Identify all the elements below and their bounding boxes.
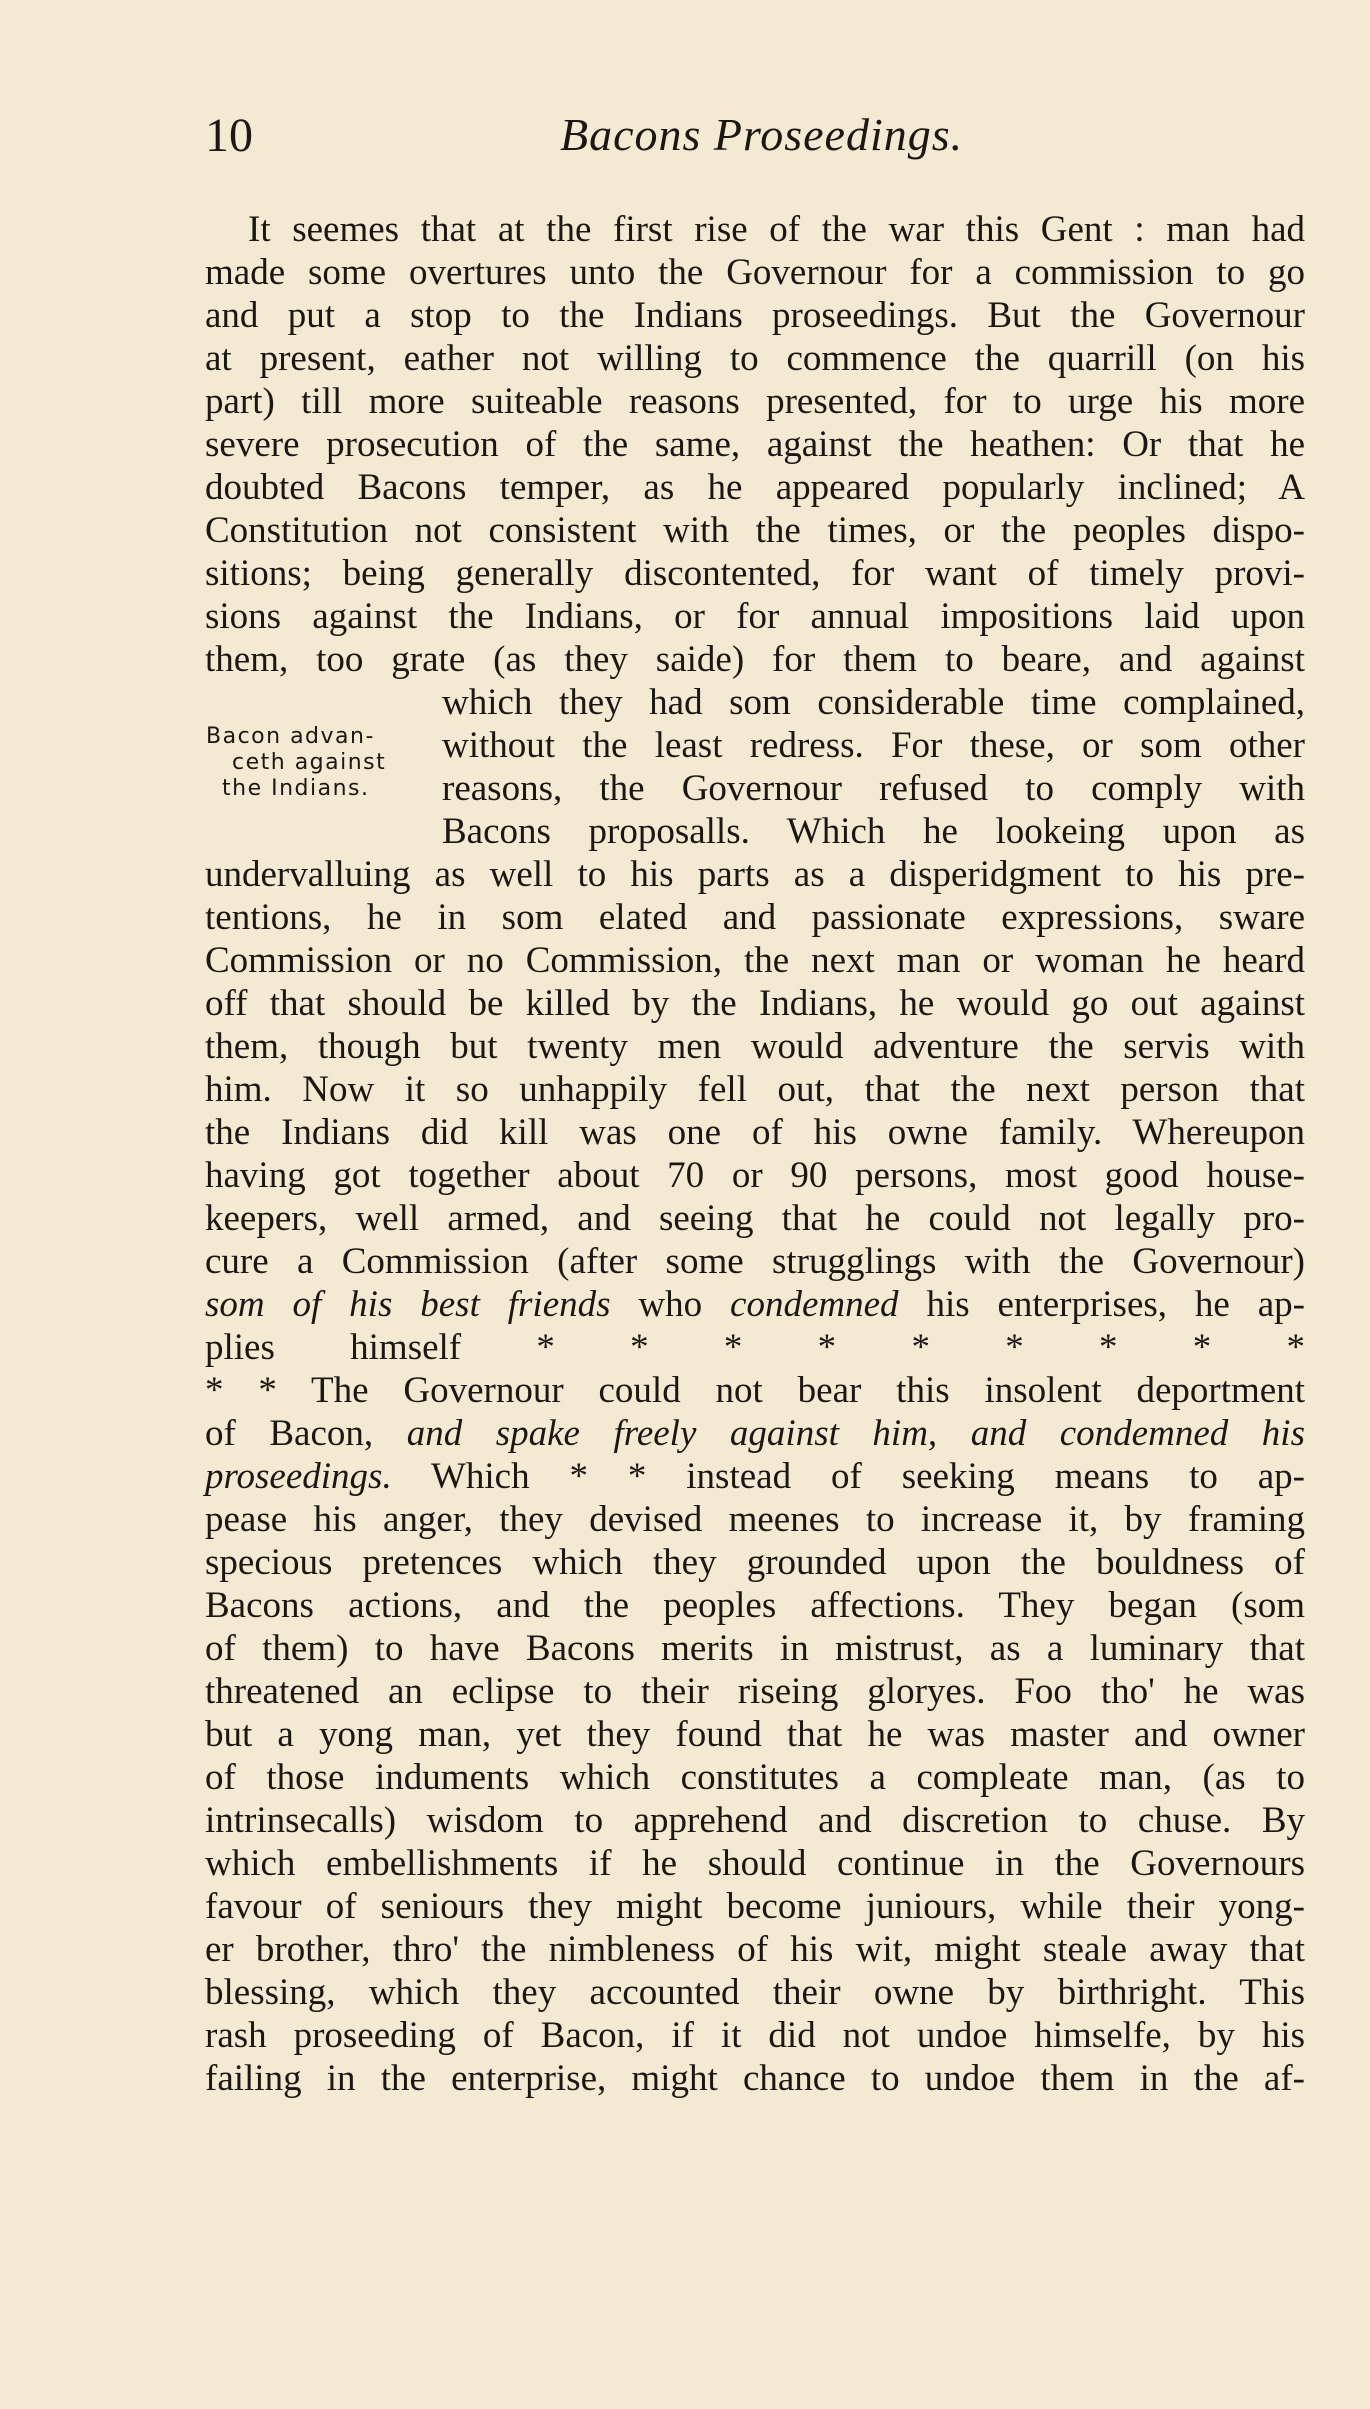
text-span: of Bacon,: [205, 1413, 407, 1454]
text-line: keepers, well armed, and seeing that he could not legally pro-: [205, 1198, 1305, 1239]
text-line: doubted Bacons temper, as he appeared popularly inclined; A: [205, 467, 1305, 508]
text-line: them, too grate (as they saide) for them to beare, and against: [205, 639, 1305, 680]
text-line: rash proseeding of Bacon, if it did not undoe himselfe, by his: [205, 2015, 1305, 2056]
italic-phrase: and spake freely against him, and condemned his: [406, 1413, 1305, 1454]
text-span: who: [610, 1284, 731, 1325]
text-span: Which * * instead of seeking means to ap-: [391, 1456, 1305, 1497]
text-line: sitions; being generally discontented, for want of timely provi-: [205, 553, 1305, 594]
page-number: 10: [205, 109, 253, 162]
text-line: and put a stop to the Indians proseedings. But the Governour: [205, 295, 1305, 336]
sidenote-line: ceth against: [232, 750, 387, 775]
text-line: reasons, the Governour refused to comply with: [442, 768, 1305, 809]
text-line: him. Now it so unhappily fell out, that the next person that: [205, 1069, 1305, 1110]
text-line: Constitution not consistent with the times, or the peoples dispo-: [205, 510, 1305, 551]
sidenote-line: the Indians.: [222, 776, 370, 801]
text-line: cure a Commission (after some strugglings with the Governour): [205, 1241, 1305, 1282]
text-line: blessing, which they accounted their owne by birthright. This: [205, 1972, 1305, 2013]
text-line: without the least redress. For these, or som other: [442, 725, 1305, 766]
text-line: pease his anger, they devised meenes to increase it, by framing: [205, 1499, 1305, 1540]
italic-phrase: proseedings.: [205, 1456, 392, 1497]
text-line: of those induments which constitutes a compleate man, (as to: [205, 1757, 1305, 1798]
text-line: specious pretences which they grounded upon the bouldness of: [205, 1542, 1305, 1583]
text-line: failing in the enterprise, might chance to undoe them in the af-: [205, 2058, 1305, 2099]
text-line: plies himself * * * * * * * * *: [205, 1327, 1305, 1368]
text-line: intrinsecalls) wisdom to apprehend and discretion to chuse. By: [205, 1800, 1305, 1841]
italic-phrase: som of his best friends: [205, 1284, 611, 1325]
text-line: It seemes that at the first rise of the war this Gent : man had: [248, 209, 1305, 250]
text-line: favour of seniours they might become juniours, while their yong-: [205, 1886, 1305, 1927]
text-line: which they had som considerable time complained,: [442, 682, 1305, 723]
text-span: his enterprises, he ap-: [898, 1284, 1305, 1325]
text-line: [205, 1412, 1305, 1456]
text-line: Bacons proposalls. Which he lookeing upon as: [442, 811, 1305, 852]
page-header: [205, 108, 1270, 168]
text-line: [205, 1455, 1305, 1499]
text-line: at present, eather not willing to commence the quarrill (on his: [205, 338, 1305, 379]
text-line: off that should be killed by the Indians, he would go out against: [205, 983, 1305, 1024]
text-line: them, though but twenty men would adventure the servis with: [205, 1026, 1305, 1067]
text-line: [205, 1283, 1305, 1327]
text-line: made some overtures unto the Governour for a commission to go: [205, 252, 1305, 293]
text-line: the Indians did kill was one of his owne family. Whereupon: [205, 1112, 1305, 1153]
text-line: Bacons actions, and the peoples affections. They began (som: [205, 1585, 1305, 1626]
text-line: but a yong man, yet they found that he was master and owner: [205, 1714, 1305, 1755]
text-line: sions against the Indians, or for annual impositions laid upon: [205, 596, 1305, 637]
text-line: threatened an eclipse to their riseing gloryes. Foo tho' he was: [205, 1671, 1305, 1712]
text-line: which embellishments if he should continue in the Governours: [205, 1843, 1305, 1884]
text-line: severe prosecution of the same, against the heathen: Or that he: [205, 424, 1305, 465]
text-line: er brother, thro' the nimbleness of his wit, might steale away that: [205, 1929, 1305, 1970]
text-line: having got together about 70 or 90 persons, most good house-: [205, 1155, 1305, 1196]
text-line: undervalluing as well to his parts as a disperidgment to his pre-: [205, 854, 1305, 895]
running-title: Bacons Proseedings.: [560, 109, 964, 160]
text-line: * * The Governour could not bear this insolent deportment: [205, 1370, 1305, 1411]
text-line: Commission or no Commission, the next man or woman he heard: [205, 940, 1305, 981]
text-line: of them) to have Bacons merits in mistrust, as a luminary that: [205, 1628, 1305, 1669]
italic-phrase: condemned: [730, 1284, 899, 1325]
sidenote-line: Bacon advan-: [206, 724, 375, 749]
text-line: part) till more suiteable reasons presented, for to urge his more: [205, 381, 1305, 422]
text-line: tentions, he in som elated and passionate expressions, sware: [205, 897, 1305, 938]
